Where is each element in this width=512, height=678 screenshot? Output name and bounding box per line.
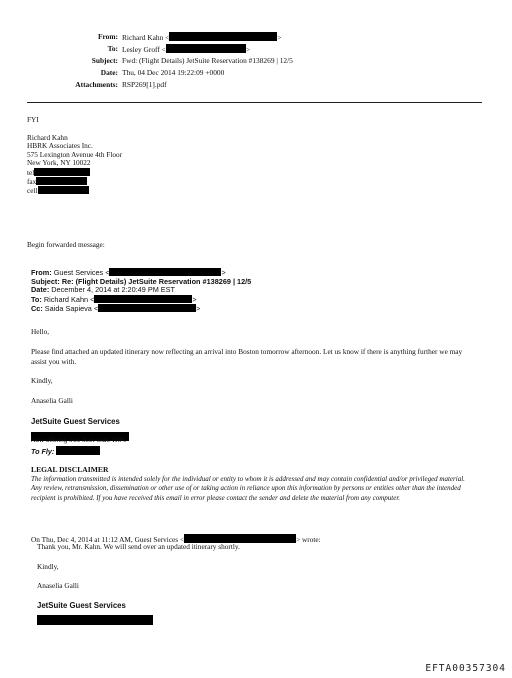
fwd-cc-label: Cc: bbox=[31, 304, 43, 314]
to-value: Lesley Groff < bbox=[122, 45, 166, 54]
signature-city: New York, NY 10022 bbox=[27, 158, 91, 168]
fwd-to-row: To: Richard Kahn < > bbox=[31, 294, 197, 304]
redaction-box bbox=[94, 295, 192, 303]
disclaimer-title: LEGAL DISCLAIMER bbox=[31, 465, 109, 474]
redaction-box bbox=[98, 304, 196, 312]
fwd-date-value: December 4, 2014 at 2:20:49 PM EST bbox=[51, 285, 175, 295]
redaction-box bbox=[38, 186, 89, 194]
fwd-greeting: Hello, bbox=[31, 327, 50, 336]
fwd-to-value: Richard Kahn < bbox=[43, 294, 95, 304]
to-fly-label: To Fly: bbox=[31, 447, 55, 456]
signature-cell-row: cell bbox=[27, 186, 122, 195]
fwd-cc-value: Saida Sapieva < bbox=[44, 304, 99, 314]
quoted-intro: On Thu, Dec 4, 2014 at 11:12 AM, Guest Services < bbox=[31, 535, 185, 544]
attachment-link[interactable]: RSP269[1].pdf bbox=[122, 80, 167, 89]
fwd-kindly: Kindly, bbox=[31, 376, 53, 385]
date-label: Date: bbox=[100, 68, 118, 77]
disclaimer-text: The information transmitted is intended solely for the individual or entity to whom it is addressed and may contain confidential and/or privileged material. Any review, retransmission, dissemination or other use of or taking action in reliance upon this information by persons or entities other than the intended recipient is prohibited. If you have received this email in error please contact the sender and delete the material from any computer. bbox=[31, 475, 465, 502]
signature-tel-row: tel bbox=[27, 168, 122, 177]
fwd-cc-row: Cc: Saida Sapieva < > bbox=[31, 304, 201, 314]
to-label: To: bbox=[107, 44, 118, 53]
quoted-thanks: Thank you, Mr. Kahn. We will send over an updated itinerary shortly. bbox=[37, 542, 240, 551]
signature-address: 575 Lexington Avenue 4th Floor bbox=[27, 149, 123, 159]
date-value: Thu, 04 Dec 2014 19:22:09 +0000 bbox=[122, 68, 225, 77]
redaction-box bbox=[36, 177, 87, 185]
fwd-from-value: Guest Services < bbox=[53, 268, 110, 277]
subject-value: Fwd: (Flight Details) JetSuite Reservation #138269 | 12/5 bbox=[122, 56, 293, 65]
quoted-kindly: Kindly, bbox=[37, 562, 59, 571]
quoted-message bbox=[37, 543, 240, 551]
subject-label: Subject: bbox=[91, 56, 118, 65]
fwd-date-label: Date: bbox=[31, 285, 50, 295]
redaction-box-container bbox=[37, 611, 153, 629]
redaction-box bbox=[109, 268, 221, 276]
signature-fax-row: fax bbox=[27, 177, 122, 186]
signature-block bbox=[27, 134, 122, 196]
fwd-date-row bbox=[31, 286, 251, 295]
fwd-to-label: To: bbox=[31, 294, 42, 304]
signature-company: HBRK Associates Inc. bbox=[27, 141, 93, 151]
header-divider bbox=[27, 102, 482, 103]
begin-forwarded-text: Begin forwarded message: bbox=[27, 240, 105, 249]
redaction-box bbox=[34, 168, 90, 176]
quoted-company-name: JetSuite Guest Services bbox=[37, 601, 126, 610]
fwd-subject-label: Subject: bbox=[31, 276, 60, 286]
quoted-wrote: > wrote: bbox=[296, 535, 321, 544]
fwd-company-name: JetSuite Guest Services bbox=[31, 417, 120, 426]
to-fly-row bbox=[31, 446, 100, 456]
fwd-agent-name: Anaselia Galli bbox=[31, 396, 73, 405]
redaction-box bbox=[169, 32, 277, 41]
redaction-box bbox=[37, 615, 153, 625]
signature-name: Richard Kahn bbox=[27, 133, 68, 142]
fwd-from-row: From: Guest Services < > bbox=[31, 268, 226, 277]
attachments-label: Attachments: bbox=[75, 80, 118, 89]
fwd-message-body: Please find attached an updated itinerary now reflecting an arrival into Boston tomorrow afternoon. Let us know if there is anything further we may assist you with. bbox=[31, 347, 463, 366]
forwarded-header bbox=[31, 268, 251, 314]
fwd-subject-value: Re: (Flight Details) JetSuite Reservation #138269 | 12/5 bbox=[61, 276, 252, 286]
fyi-text: FYI bbox=[27, 115, 39, 124]
redaction-box bbox=[166, 44, 246, 53]
from-label: From: bbox=[98, 32, 118, 41]
quoted-agent-name: Anaselia Galli bbox=[37, 581, 79, 590]
redaction-box bbox=[56, 446, 100, 455]
from-value: Richard Kahn < bbox=[122, 33, 170, 42]
wifi-note: Now offering free fleet-wide WiFi. bbox=[31, 437, 127, 444]
document-id: EFTA00357304 bbox=[425, 663, 506, 674]
fwd-from-label: From: bbox=[31, 268, 52, 277]
